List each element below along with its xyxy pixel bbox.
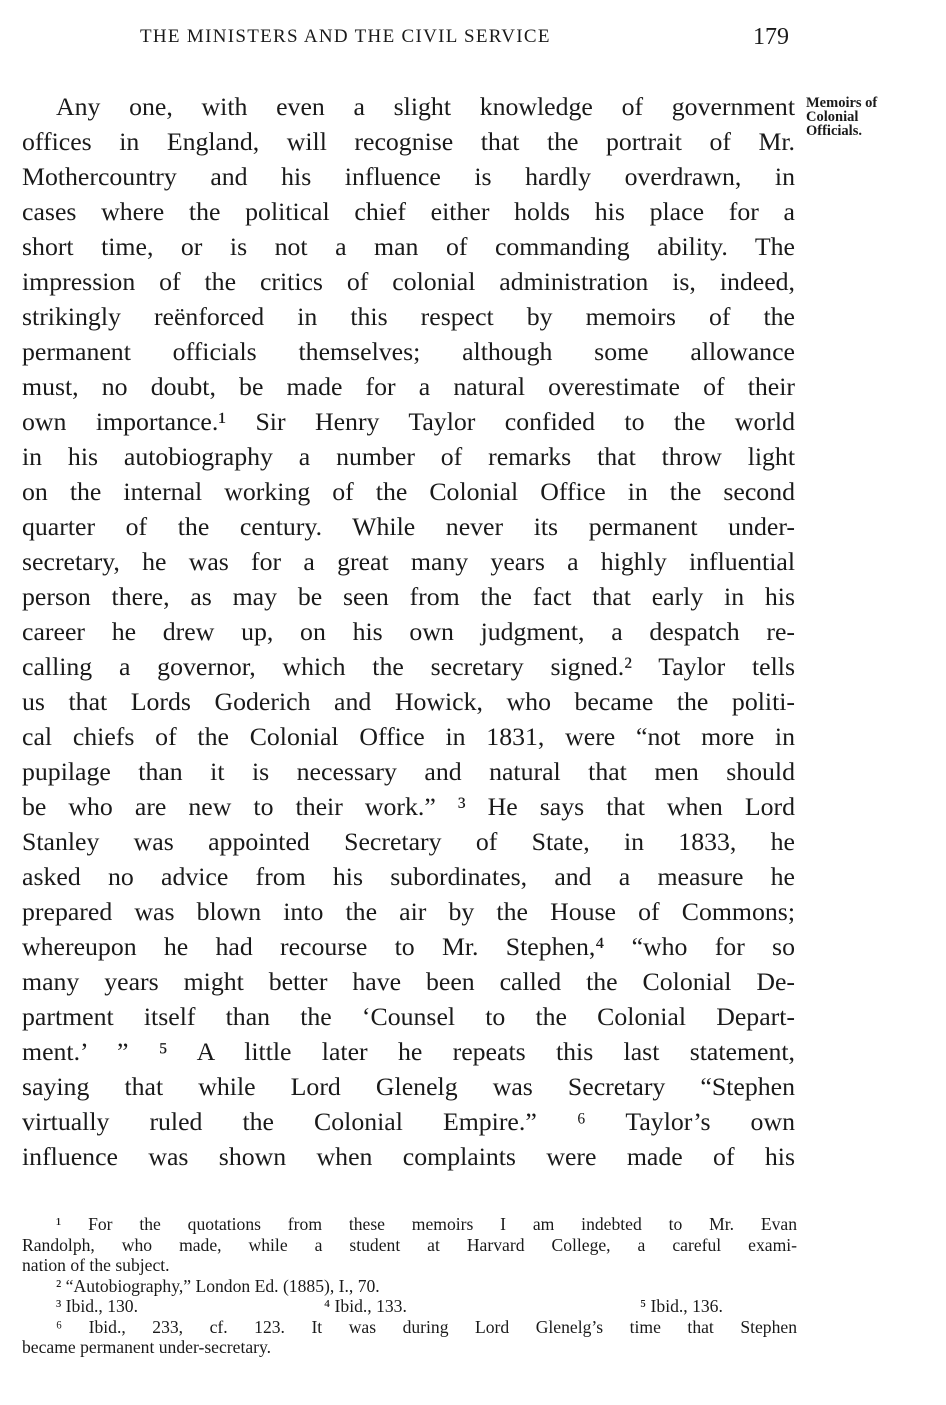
text-line: saying that while Lord Glenelg was Secretary “Stephen xyxy=(22,1072,795,1101)
text-line: own importance.¹ Sir Henry Taylor confided to the world xyxy=(22,407,795,436)
text-line: in his autobiography a number of remarks that throw light xyxy=(22,442,795,471)
running-head: THE MINISTERS AND THE CIVIL SERVICE xyxy=(140,26,551,47)
text-line: Mothercountry and his influence is hardly overdrawn, in xyxy=(22,162,795,191)
margin-note-line: Memoirs of xyxy=(806,95,878,111)
text-line: impression of the critics of colonial administration is, indeed, xyxy=(22,267,795,296)
text-line: person there, as may be seen from the fact that early in his xyxy=(22,582,795,611)
text-line: cal chiefs of the Colonial Office in 1831, were “not more in xyxy=(22,722,795,751)
text-line: cases where the political chief either holds his place for a xyxy=(22,197,795,226)
text-line: must, no doubt, be made for a natural overestimate of their xyxy=(22,372,795,401)
text-line: partment itself than the ‘Counsel to the Colonial Depart- xyxy=(22,1002,795,1031)
text-line: us that Lords Goderich and Howick, who became the politi- xyxy=(22,687,795,716)
text-line: strikingly reënforced in this respect by memoirs of the xyxy=(22,302,795,331)
margin-note xyxy=(806,96,936,138)
margin-note-line: Colonial xyxy=(806,109,859,125)
text-line: asked no advice from his subordinates, and a measure he xyxy=(22,862,795,891)
text-line: on the internal working of the Colonial Office in the second xyxy=(22,477,795,506)
text-line: influence was shown when complaints were made of his xyxy=(22,1142,795,1171)
text-line: many years might better have been called the Colonial De- xyxy=(22,967,795,996)
page-number: 179 xyxy=(753,24,789,50)
margin-note-line: Officials. xyxy=(806,123,862,139)
text-line: quarter of the century. While never its permanent under- xyxy=(22,512,795,541)
footnote-2: ² “Autobiography,” London Ed. (1885), I., 70. xyxy=(56,1275,380,1296)
text-line: pupilage than it is necessary and natural that men should xyxy=(22,757,795,786)
footnote-4: ⁴ Ibid., 133. xyxy=(324,1296,407,1316)
text-line: permanent officials themselves; although some allowance xyxy=(22,337,795,366)
footnote-1-line: nation of the subject. xyxy=(22,1255,170,1275)
text-line: secretary, he was for a great many years a highly influential xyxy=(22,547,795,576)
text-line: ment.’ ” ⁵ A little later he repeats this last statement, xyxy=(22,1037,795,1066)
footnote-6-line: ⁶ Ibid., 233, cf. 123. It was during Lord Glenelg’s time that Stephen xyxy=(56,1316,797,1337)
text-line: offices in England, will recognise that the portrait of Mr. xyxy=(22,127,795,156)
footnote-3: ³ Ibid., 130. xyxy=(56,1296,138,1316)
text-line: career he drew up, on his own judgment, a despatch re- xyxy=(22,617,795,646)
footnote-1-line: ¹ For the quotations from these memoirs I am indebted to Mr. Evan xyxy=(56,1214,797,1234)
text-line: be who are new to their work.” ³ He says that when Lord xyxy=(22,792,795,821)
text-line: Any one, with even a slight knowledge of government xyxy=(56,92,795,121)
text-line: short time, or is not a man of commanding ability. The xyxy=(22,232,795,261)
footnotes xyxy=(22,1214,797,1358)
footnote-row-3-5 xyxy=(22,1296,797,1317)
body-paragraph xyxy=(22,89,795,1174)
footnote-6-line: became permanent under-secretary. xyxy=(22,1337,272,1357)
footnote-5: ⁵ Ibid., 136. xyxy=(640,1296,723,1316)
footnote-1-line: Randolph, who made, while a student at Harvard College, a careful exami- xyxy=(22,1234,797,1255)
text-line: virtually ruled the Colonial Empire.” ⁶ Taylor’s own xyxy=(22,1107,795,1136)
text-line: calling a governor, which the secretary signed.² Taylor tells xyxy=(22,652,795,681)
text-line: prepared was blown into the air by the House of Commons; xyxy=(22,897,795,926)
text-line: whereupon he had recourse to Mr. Stephen,⁴ “who for so xyxy=(22,932,795,961)
text-line: Stanley was appointed Secretary of State, in 1833, he xyxy=(22,827,795,856)
